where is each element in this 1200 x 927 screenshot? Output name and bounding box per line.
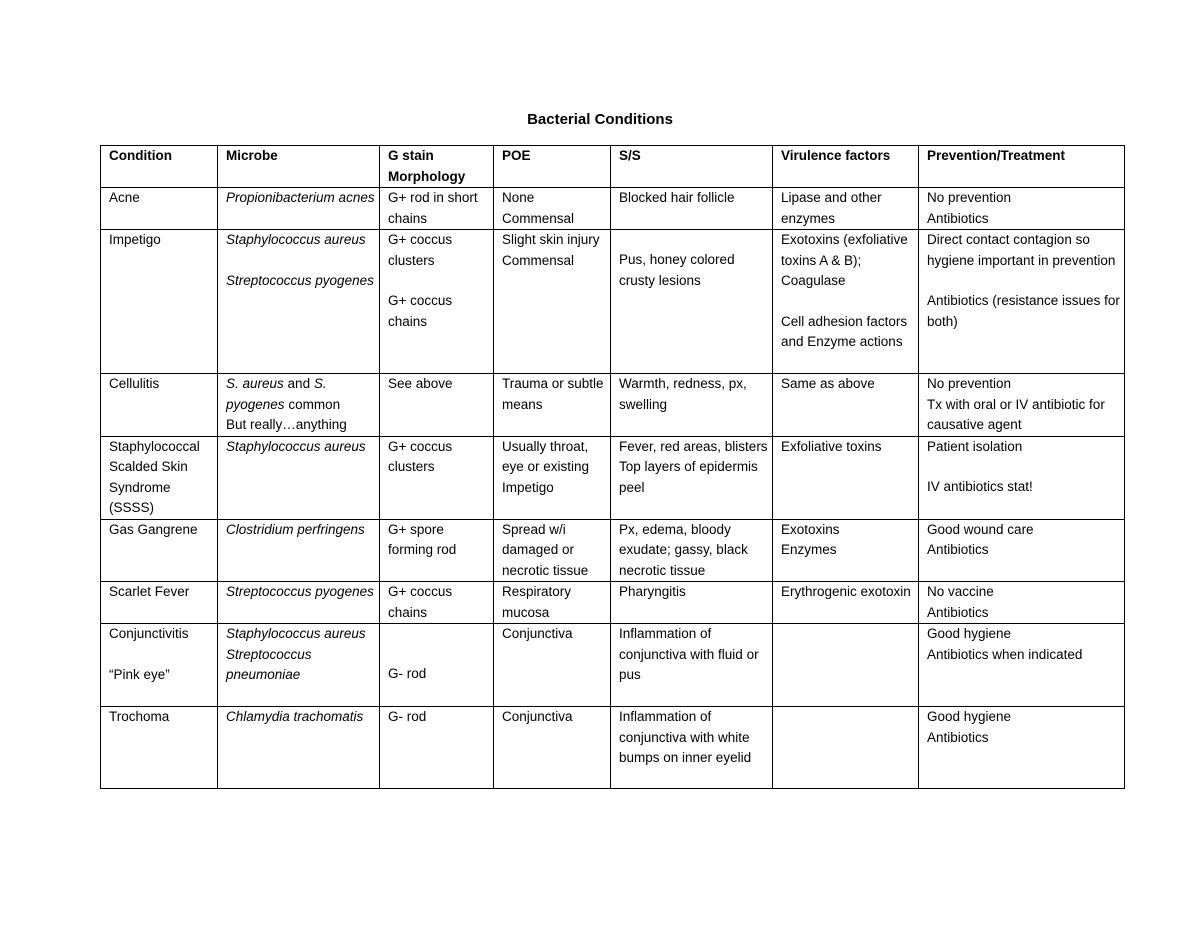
cell-condition: Conjunctivitis “Pink eye” — [101, 624, 218, 707]
header-ss: S/S — [611, 146, 773, 188]
cell-ss: Blocked hair follicle — [611, 188, 773, 230]
cell-microbe: Streptococcus pyogenes — [218, 582, 380, 624]
cell-gstain: G+ coccus chains — [380, 582, 494, 624]
cell-ss: Warmth, redness, px, swelling — [611, 374, 773, 437]
cell-condition: Gas Gangrene — [101, 519, 218, 582]
cell-gstain: G+ coccus clusters G+ coccus chains — [380, 230, 494, 374]
header-prevention: Prevention/Treatment — [919, 146, 1125, 188]
header-condition: Condition — [101, 146, 218, 188]
cell-gstain: G+ coccus clusters — [380, 436, 494, 519]
cell-prevention: Direct contact contagion so hygiene important in prevention Antibiotics (resistance issues for both) — [919, 230, 1125, 374]
cell-condition: Impetigo — [101, 230, 218, 374]
bacterial-conditions-table — [100, 145, 1125, 789]
cell-gstain: G+ rod in short chains — [380, 188, 494, 230]
cell-poe: Slight skin injury Commensal — [494, 230, 611, 374]
cell-condition: Scarlet Fever — [101, 582, 218, 624]
cell-microbe: Staphylococcus aureus Streptococcus pneumoniae — [218, 624, 380, 707]
table-row — [101, 582, 1125, 624]
cell-virulence: Same as above — [773, 374, 919, 437]
cell-virulence: Erythrogenic exotoxin — [773, 582, 919, 624]
cell-prevention: Good hygiene Antibiotics — [919, 707, 1125, 789]
cell-ss: Inflammation of conjunctiva with fluid or pus — [611, 624, 773, 707]
cell-prevention: Patient isolation IV antibiotics stat! — [919, 436, 1125, 519]
cell-prevention: No prevention Tx with oral or IV antibiotic for causative agent — [919, 374, 1125, 437]
table-row — [101, 374, 1125, 437]
cell-ss: Pharyngitis — [611, 582, 773, 624]
header-g-stain: G stain Morphology — [380, 146, 494, 188]
cell-virulence — [773, 624, 919, 707]
table-header-row — [101, 146, 1125, 188]
cell-ss: Inflammation of conjunctiva with white bumps on inner eyelid — [611, 707, 773, 789]
cell-prevention: Good wound care Antibiotics — [919, 519, 1125, 582]
cell-condition: Staphylococcal Scalded Skin Syndrome (SSSS) — [101, 436, 218, 519]
cell-gstain: G- rod — [380, 707, 494, 789]
page-title: Bacterial Conditions — [527, 111, 673, 128]
header-microbe: Microbe — [218, 146, 380, 188]
cell-condition: Trochoma — [101, 707, 218, 789]
cell-microbe: Propionibacterium acnes — [218, 188, 380, 230]
table-row — [101, 707, 1125, 789]
cell-poe: Respiratory mucosa — [494, 582, 611, 624]
cell-poe: Conjunctiva — [494, 707, 611, 789]
cell-prevention: No prevention Antibiotics — [919, 188, 1125, 230]
cell-virulence: Exfoliative toxins — [773, 436, 919, 519]
cell-ss: Fever, red areas, blisters Top layers of epidermis peel — [611, 436, 773, 519]
cell-virulence: Lipase and other enzymes — [773, 188, 919, 230]
cell-microbe: Chlamydia trachomatis — [218, 707, 380, 789]
table-row — [101, 230, 1125, 374]
cell-virulence: Exotoxins Enzymes — [773, 519, 919, 582]
table-row — [101, 188, 1125, 230]
cell-ss: Px, edema, bloody exudate; gassy, black necrotic tissue — [611, 519, 773, 582]
cell-microbe: Clostridium perfringens — [218, 519, 380, 582]
table-row — [101, 624, 1125, 707]
cell-poe: None Commensal — [494, 188, 611, 230]
cell-poe: Usually throat, eye or existing Impetigo — [494, 436, 611, 519]
cell-ss: Pus, honey colored crusty lesions — [611, 230, 773, 374]
cell-virulence — [773, 707, 919, 789]
header-poe: POE — [494, 146, 611, 188]
cell-prevention: No vaccine Antibiotics — [919, 582, 1125, 624]
cell-microbe: Staphylococcus aureus Streptococcus pyogenes — [218, 230, 380, 374]
cell-condition: Acne — [101, 188, 218, 230]
table-row — [101, 436, 1125, 519]
cell-poe: Conjunctiva — [494, 624, 611, 707]
cell-poe: Spread w/i damaged or necrotic tissue — [494, 519, 611, 582]
cell-microbe: Staphylococcus aureus — [218, 436, 380, 519]
header-virulence: Virulence factors — [773, 146, 919, 188]
cell-gstain: G- rod — [380, 624, 494, 707]
cell-prevention: Good hygiene Antibiotics when indicated — [919, 624, 1125, 707]
cell-poe: Trauma or subtle means — [494, 374, 611, 437]
cell-condition: Cellulitis — [101, 374, 218, 437]
table-row — [101, 519, 1125, 582]
cell-microbe: S. aureus and S. pyogenes common But really…anything — [218, 374, 380, 437]
cell-virulence: Exotoxins (exfoliative toxins A & B); Coagulase Cell adhesion factors and Enzyme actions — [773, 230, 919, 374]
cell-gstain: See above — [380, 374, 494, 437]
cell-gstain: G+ spore forming rod — [380, 519, 494, 582]
